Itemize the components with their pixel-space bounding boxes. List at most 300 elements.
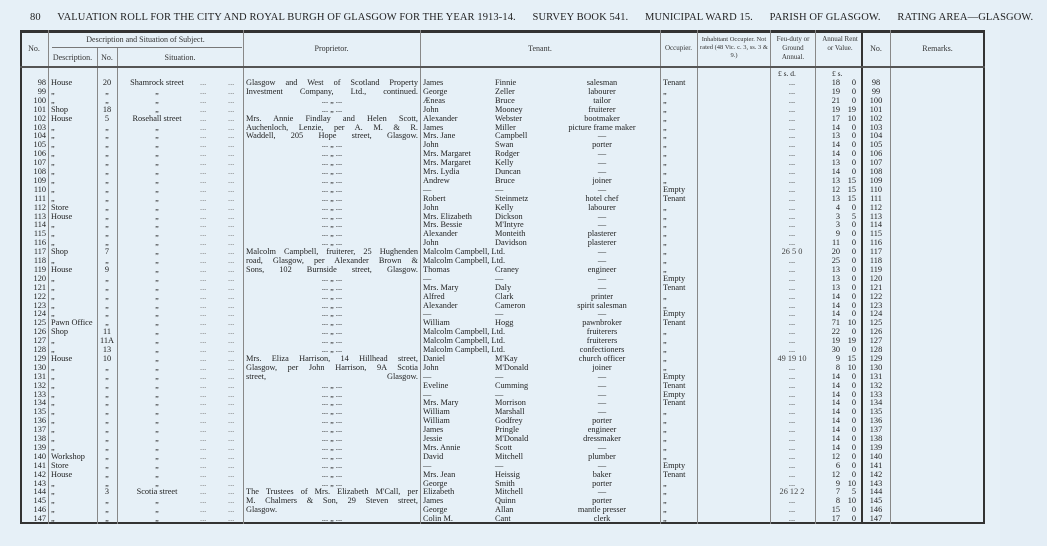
street-number: „ [105,318,109,328]
tenant-first-name: Mrs. Annie [423,442,461,452]
row-number-right: 98 [871,78,881,87]
row-number-right: 135 [869,407,883,417]
situation: „ [155,345,159,354]
leader-dots: ... [200,256,207,265]
feu-duty: ... [788,434,796,443]
tenant-surname: Mooney [495,104,523,114]
rent-pounds: 13 [831,282,840,292]
proprietor: ... „ ... [321,220,343,230]
row-number: 143 [33,478,46,488]
table-row [0,416,1000,425]
row-number: 130 [33,362,46,372]
occupation: mantle presser [577,505,627,515]
feu-duty: ... [788,256,796,265]
table-row [0,149,1000,158]
street-number: „ [105,273,109,283]
table-row [0,105,1000,114]
situation: „ [155,273,159,283]
tenant-surname: Quinn [495,496,516,506]
tenant-first-name: John [423,238,439,248]
proprietor: ... „ ... [321,184,343,194]
rent-shillings: 0 [851,460,856,470]
row-number-right: 108 [869,167,883,176]
rent-pounds: 13 [831,273,840,283]
page-number: 80 [30,12,41,23]
leader-dots: ... [228,469,235,479]
tenant-surname: — [495,273,504,283]
occupation: bootmaker [584,113,620,123]
row-number-right: 131 [869,371,883,381]
table-row [0,212,1000,221]
table-row [0,194,1000,203]
table-row [0,283,1000,292]
rent-shillings: 0 [851,380,856,390]
rent-pounds: 25 [831,256,840,265]
rent-pounds: 14 [831,434,840,443]
feu-duty: ... [788,229,796,239]
occupier: „ [663,345,667,354]
rent-pounds: 12 [831,184,840,194]
leader-dots: ... [228,327,235,337]
occupation: labourer [588,86,616,96]
rent-shillings: 0 [851,122,856,132]
leader-dots: ... [228,211,235,221]
table-row [0,425,1000,434]
leader-dots: ... [228,282,235,292]
rent-shillings: 10 [847,496,856,506]
feu-duty: ... [788,362,796,372]
occupation: fruiterers [586,336,618,346]
tenant-first-name: Eveline [423,380,449,390]
leader-dots: ... [228,95,235,105]
street-number: „ [105,211,109,221]
col-header-description-group: Description and Situation of Subject. [86,35,205,44]
row-number: 141 [33,460,46,470]
feu-duty: 49 19 10 [777,353,807,363]
rent-shillings: 15 [847,353,856,363]
occupation: — [597,220,607,230]
leader-dots: ... [200,496,207,506]
leader-dots: ... [200,460,207,470]
occupation: — [597,389,607,399]
feu-duty: ... [788,336,796,346]
situation: „ [155,140,159,150]
rent-shillings: 0 [851,202,856,212]
leader-dots: ... [200,140,207,150]
proprietor: ... „ ... [321,380,343,390]
description: „ [51,442,55,452]
col-header-rent: Annual Rent or Value. [822,35,858,52]
row-number: 133 [33,389,46,399]
leader-dots: ... [228,345,235,354]
rent-shillings: 0 [851,229,856,239]
street-number: „ [105,300,109,310]
street-number: 9 [104,264,110,274]
tenant-surname: — [495,389,504,399]
row-number: 116 [33,238,46,248]
leader-dots: ... [228,496,235,506]
proprietor: ... „ ... [321,229,343,239]
leader-dots: ... [228,478,235,488]
description: „ [51,300,55,310]
rent-shillings: 0 [851,291,856,301]
tenant-surname: Finnie [495,78,517,87]
tenant-surname: Heissig [495,469,520,479]
leader-dots: ... [200,211,207,221]
proprietor: ... „ ... [321,398,343,408]
row-number: 138 [33,434,46,443]
rent-shillings: 0 [851,300,856,310]
leader-dots: ... [200,327,207,337]
col-header-occupier: Occupier. [664,44,692,52]
tenant-surname: Allan [495,505,514,515]
street-number: „ [105,238,109,248]
rent-pounds: 9 [835,353,840,363]
leader-dots: ... [228,300,235,310]
leader-dots: ... [228,505,235,515]
tenant-surname: Webster [495,113,522,123]
rent-shillings: 0 [851,389,856,399]
tenant-first-name: — [423,371,432,381]
table-row [0,398,1000,407]
description: „ [51,425,55,435]
description: „ [51,371,55,381]
occupation: salesman [586,78,618,87]
row-number: 139 [33,442,46,452]
occupier: Empty [663,273,686,283]
row-number: 115 [33,229,46,239]
occupation: porter [592,416,612,426]
street-number: „ [105,416,109,426]
leader-dots: ... [200,487,207,497]
proprietor: ... „ ... [321,158,343,168]
street-number: „ [105,398,109,408]
occupier: „ [663,416,667,426]
description: „ [51,362,55,372]
rent-shillings: 15 [847,175,856,185]
tenant-first-name: Jessie [423,434,443,443]
description: „ [51,140,55,150]
occupation: fruiterers [586,327,618,337]
row-number: 131 [33,371,46,381]
occupation: — [597,184,607,194]
feu-duty: ... [788,478,796,488]
occupation: — [597,380,607,390]
rent-pounds: 14 [831,442,840,452]
situation: „ [155,336,159,346]
leader-dots: ... [200,202,207,212]
tenant-first-name: Alexander [423,300,458,310]
tenant-surname: Cameron [495,300,526,310]
description: House [51,264,73,274]
leader-dots: ... [228,104,235,114]
row-number: 128 [33,345,46,354]
table-row [0,318,1000,327]
description: „ [51,487,55,497]
leader-dots: ... [200,300,207,310]
tenant-first-name: John [423,104,439,114]
proprietor: ... „ ... [321,345,343,354]
situation: „ [155,211,159,221]
divider [52,47,242,48]
leader-dots: ... [200,362,207,372]
row-number-right: 141 [869,460,883,470]
tenant-first-name: John [423,140,439,150]
row-number: 109 [33,175,46,185]
feu-duty: ... [788,425,796,435]
row-number-right: 120 [869,273,883,283]
row-number-right: 109 [869,175,883,185]
street-number: „ [105,389,109,399]
row-number: 102 [33,113,46,123]
leader-dots: ... [228,122,235,132]
rent-pounds: 9 [835,478,840,488]
rating-area: RATING AREA—GLASGOW. [897,12,1034,23]
leader-dots: ... [228,371,235,381]
description: „ [51,193,55,203]
row-number-right: 121 [869,282,883,292]
feu-duty: ... [788,264,796,274]
col-header-proprietor: Proprietor. [314,44,349,53]
occupier: „ [663,434,667,443]
table-row [0,470,1000,479]
situation: „ [155,291,159,301]
leader-dots: ... [228,158,235,168]
occupier: Empty [663,309,686,319]
occupier: Tenant [663,398,686,408]
feu-duty: ... [788,175,796,185]
rent-pounds: 20 [831,247,840,257]
table-row [0,131,1000,140]
proprietor: ... „ ... [321,238,343,248]
rent-shillings: 5 [851,211,856,221]
rent-shillings: 0 [851,407,856,417]
tenant-first-name: William [423,318,450,328]
occupation: — [597,131,607,141]
proprietor: ... „ ... [321,300,343,310]
row-number-right: 147 [869,514,883,524]
street-number: 13 [102,345,112,354]
rent-pounds: 15 [831,505,840,515]
row-number-right: 133 [869,389,883,399]
row-number: 119 [33,264,46,274]
row-number: 140 [33,451,46,461]
occupier: „ [663,451,667,461]
row-number: 136 [33,416,46,426]
row-number: 110 [33,184,46,194]
tenant-first-name: Malcolm Campbell, Ltd. [423,345,506,354]
occupier: „ [663,140,667,150]
row-number: 147 [33,514,46,524]
leader-dots: ... [200,95,207,105]
col-header-num: No. [101,53,113,62]
col-header-tenant: Tenant. [528,44,552,53]
row-number: 122 [33,291,46,301]
street-number: „ [105,202,109,212]
proprietor: ... „ ... [321,95,343,105]
rent-shillings: 0 [851,425,856,435]
parish: PARISH OF GLASGOW. [769,12,881,23]
row-number: 107 [33,158,46,168]
street-number: 18 [102,104,112,114]
description: House [51,211,73,221]
rent-pounds: 8 [835,496,840,506]
leader-dots: ... [200,514,207,524]
situation: „ [155,202,159,212]
rent-shillings: 0 [851,256,856,265]
rent-pounds: 13 [831,158,840,168]
table-row [0,229,1000,238]
tenant-first-name: William [423,407,450,417]
description: „ [51,514,55,524]
leader-dots: ... [228,113,235,123]
street-number: „ [105,496,109,506]
situation: „ [155,193,159,203]
situation: „ [155,318,159,328]
rent-shillings: 0 [851,442,856,452]
rent-shillings: 0 [851,469,856,479]
street-number: „ [105,95,109,105]
leader-dots: ... [228,434,235,443]
occupation: plumber [588,451,616,461]
feu-duty: ... [788,282,796,292]
tenant-first-name: — [423,184,432,194]
description: „ [51,416,55,426]
table-row [0,87,1000,96]
feu-duty: ... [788,86,796,96]
rent-shillings: 0 [851,327,856,337]
table-row [0,256,1000,265]
feu-duty: ... [788,167,796,176]
occupation: — [597,167,607,176]
feu-duty: ... [788,469,796,479]
row-number-right: 114 [869,220,883,230]
situation: „ [155,256,159,265]
description: „ [51,291,55,301]
leader-dots: ... [200,371,207,381]
leader-dots: ... [200,175,207,185]
rent-shillings: 0 [851,398,856,408]
leader-dots: ... [200,220,207,230]
col-header-no2: No. [870,44,882,53]
rent-pounds: 14 [831,291,840,301]
tenant-surname: — [495,309,504,319]
street-number: „ [105,149,109,159]
row-number: 145 [33,496,46,506]
street-number: „ [105,407,109,417]
table-row [0,158,1000,167]
leader-dots: ... [200,345,207,354]
street-number: 11A [100,336,114,346]
row-number: 146 [33,505,46,515]
proprietor: Glasgow, per John Harrison, 9A Scotia [246,362,418,372]
description: Workshop [51,451,85,461]
street-number: „ [105,505,109,515]
tenant-surname: Miller [495,122,516,132]
rent-pounds: 8 [835,362,840,372]
rent-pounds: 30 [831,345,840,354]
row-number-right: 101 [869,104,883,114]
row-number-right: 129 [869,353,883,363]
leader-dots: ... [228,131,235,141]
situation: „ [155,514,159,524]
street-number: 3 [104,487,110,497]
occupier: Empty [663,371,686,381]
situation: „ [155,442,159,452]
tenant-first-name: Malcolm Campbell, Ltd. [423,336,506,346]
situation: „ [155,425,159,435]
occupation: — [597,211,607,221]
tenant-first-name: Mrs. Mary [423,398,459,408]
leader-dots: ... [228,167,235,176]
tenant-surname: M'Donald [495,434,529,443]
row-number-right: 104 [869,131,883,141]
feu-duty: ... [788,238,796,248]
street-number: „ [105,175,109,185]
situation: „ [155,229,159,239]
tenant-surname: Monteith [495,229,526,239]
row-number: 100 [33,95,46,105]
proprietor: Auchenloch, Lenzie, per A. M. & R. [246,122,418,132]
tenant-surname: Hogg [495,318,514,328]
leader-dots: ... [228,247,235,257]
tenant-surname: Swan [495,140,514,150]
situation: „ [155,282,159,292]
row-number-right: 105 [869,140,883,150]
table-row [0,363,1000,372]
tenant-surname: M'Kay [495,353,518,363]
tenant-surname: Dickson [495,211,523,221]
occupation: — [597,407,607,417]
feu-duty: ... [788,113,796,123]
leader-dots: ... [200,380,207,390]
leader-dots: ... [200,398,207,408]
occupier: Empty [663,460,686,470]
leader-dots: ... [200,505,207,515]
situation: „ [155,327,159,337]
description: „ [51,256,55,265]
situation: „ [155,389,159,399]
leader-dots: ... [200,264,207,274]
proprietor: ... „ ... [321,167,343,176]
row-number: 106 [33,149,46,159]
occupier: „ [663,238,667,248]
leader-dots: ... [228,86,235,96]
description: House [51,353,73,363]
rent-shillings: 19 [847,336,856,346]
occupier: „ [663,442,667,452]
leader-dots: ... [200,229,207,239]
occupation: — [597,398,607,408]
street-number: „ [105,256,109,265]
leader-dots: ... [200,442,207,452]
table-row [0,327,1000,336]
tenant-first-name: Malcolm Campbell, Ltd. [423,247,506,257]
row-number-right: 116 [869,238,883,248]
leader-dots: ... [228,398,235,408]
leader-dots: ... [228,442,235,452]
tenant-surname: Scott [495,442,513,452]
rent-pounds: 12 [831,451,840,461]
occupier: Tenant [663,282,686,292]
occupation: spirit salesman [577,300,627,310]
table-row [0,452,1000,461]
tenant-first-name: David [423,451,444,461]
tenant-first-name: Andrew [423,175,450,185]
occupier: „ [663,496,667,506]
situation: „ [155,95,159,105]
row-number: 101 [33,104,46,114]
